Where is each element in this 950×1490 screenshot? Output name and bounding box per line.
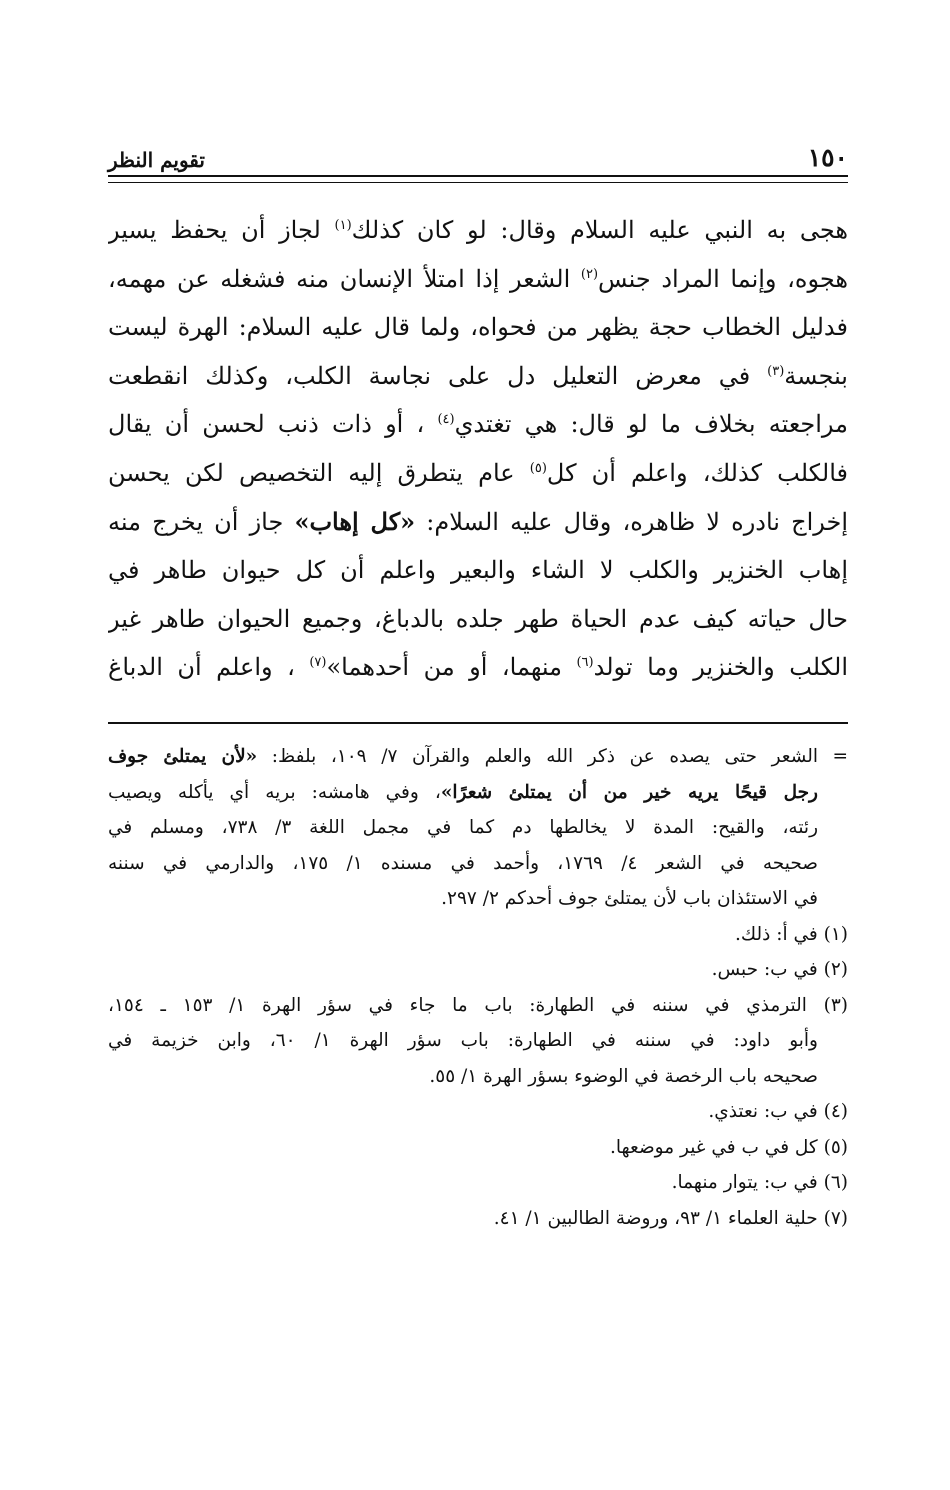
- text-segment: ، أو ذات ذنب لحسن أن يقال: [108, 410, 438, 439]
- main-text: [108, 206, 848, 692]
- footnote-ref-2[interactable]: (٢): [580, 266, 599, 282]
- footnote-3-line-3: صحيحه باب الرخصة في الوضوء بسؤر الهرة ١/ ٥٥.: [429, 1065, 818, 1087]
- text-line-5: [108, 400, 848, 449]
- footnote-ref-1[interactable]: (١): [334, 218, 352, 233]
- footnote-4: (٤) في ب: نعتذي.: [708, 1101, 848, 1122]
- hadith-quote: «كل إهاب»: [294, 506, 416, 536]
- text-segment: جاز أن يخرج منه: [108, 507, 295, 536]
- footnote-continuation-line-4: صحيحه في الشعر ٤/ ١٧٦٩، وأحمد في مسنده ١/ ١٧٥، والدارمي في سننه: [108, 852, 818, 874]
- text-segment: إخراج نادره لا ظاهره، وقال عليه السلام:: [415, 507, 848, 536]
- footnote-ref-5[interactable]: (٥): [529, 460, 547, 476]
- text-line-3: فدليل الخطاب حجة يظهر من فحواه، ولما قال عليه السلام: الهرة ليست: [108, 313, 848, 342]
- footnote-separator: [108, 722, 848, 724]
- footnote-5: (٥) كل في ب في غير موضعها.: [609, 1136, 848, 1158]
- text-line-4: [108, 352, 848, 401]
- text-segment: هجى به النبي عليه السلام وقال: لو كان كذلك: [351, 216, 848, 244]
- text-segment: الكلب والخنزير وما تولد: [593, 653, 848, 682]
- text-segment: الشعر إذا امتلأ الإنسان منه فشغله عن مهمه،: [108, 264, 581, 293]
- text-line-9: حال حياته كيف عدم الحياة طهر جلده بالدباغ، وجميع الحيوان طاهر غير: [108, 604, 848, 633]
- footnote-continuation-line-1: [108, 739, 848, 775]
- footnote-3-line-1: (٣) الترمذي في سننه في الطهارة: باب ما جاء في سؤر الهرة ١/ ١٥٣ ـ ١٥٤،: [108, 994, 848, 1016]
- text-segment: مراجعته بخلاف ما لو قال: هي تغتدي: [454, 410, 848, 439]
- page-number: ١٥٠: [807, 143, 848, 172]
- quote-bold: «لأن يمتلئ جوف: [108, 746, 258, 767]
- footnote-2: (٢) في ب: حبس.: [711, 959, 848, 980]
- continuation-marker: =: [832, 746, 848, 767]
- footnote-ref-3[interactable]: (٣): [767, 363, 785, 379]
- footnote-ref-7[interactable]: (٧): [309, 655, 327, 671]
- quote-bold: رجل قيحًا يريه خير من أن يمتلئ شعرًا»: [440, 781, 818, 803]
- text-line-1: [108, 206, 848, 255]
- footnotes: [108, 739, 848, 1236]
- text-segment: عام يتطرق إليه التخصيص لكن يحسن: [108, 458, 530, 487]
- footnote-ref-6[interactable]: (٦): [576, 655, 594, 671]
- text-segment: فالكلب كذلك، واعلم أن كل: [546, 458, 848, 487]
- header-rule: [108, 175, 848, 183]
- footnote-continuation-line-2: [108, 775, 848, 811]
- text-line-8: إهاب الخنزير والكلب لا الشاء والبعير واعلم أن كل حيوان طاهر في: [108, 556, 848, 585]
- text-segment: الشعر حتى يصده عن ذكر الله والعلم والقرآن ٧/ ١٠٩، بلفظ:: [257, 746, 818, 767]
- text-line-2: [108, 255, 848, 304]
- footnote-7: (٧) حلية العلماء ١/ ٩٣، وروضة الطالبين ١/ ٤١.: [493, 1207, 848, 1229]
- text-segment: في معرض التعليل دل على نجاسة الكلب، وكذلك انقطعت: [108, 361, 768, 390]
- text-line-10: [108, 643, 848, 692]
- text-segment: ، واعلم أن الدباغ: [108, 653, 310, 682]
- page-header: [108, 138, 848, 172]
- footnote-3-line-2: وأبو داود: في سننه في الطهارة: باب سؤر الهرة ١/ ٦٠، وابن خزيمة في: [108, 1030, 818, 1051]
- footnote-1: (١) في أ: ذلك.: [735, 923, 848, 945]
- text-segment: بنجسة: [784, 361, 848, 390]
- text-segment: هجوه، وإنما المراد جنس: [598, 264, 848, 293]
- text-line-7: [108, 498, 848, 547]
- footnote-ref-4[interactable]: (٤): [437, 412, 455, 428]
- footnote-6: (٦) في ب: يتوار منهما.: [671, 1172, 848, 1193]
- text-line-6: [108, 449, 848, 498]
- text-segment: لجاز أن يحفظ يسير: [108, 216, 335, 244]
- footnote-continuation-line-3: رئته، والقيح: المدة لا يخالطها دم كما في مجمل اللغة ٣/ ٧٣٨، ومسلم في: [108, 817, 818, 838]
- footnote-continuation-line-5: في الاستئذان باب لأن يمتلئ جوف أحدكم ٢/ ٢٩٧.: [441, 888, 818, 909]
- text-segment: ، وفي هامشه: بريه أي يأكله ويصيب: [108, 781, 441, 803]
- running-title: تقويم النظر: [108, 148, 205, 172]
- text-segment: منهما، أو من أحدهما»: [326, 653, 577, 682]
